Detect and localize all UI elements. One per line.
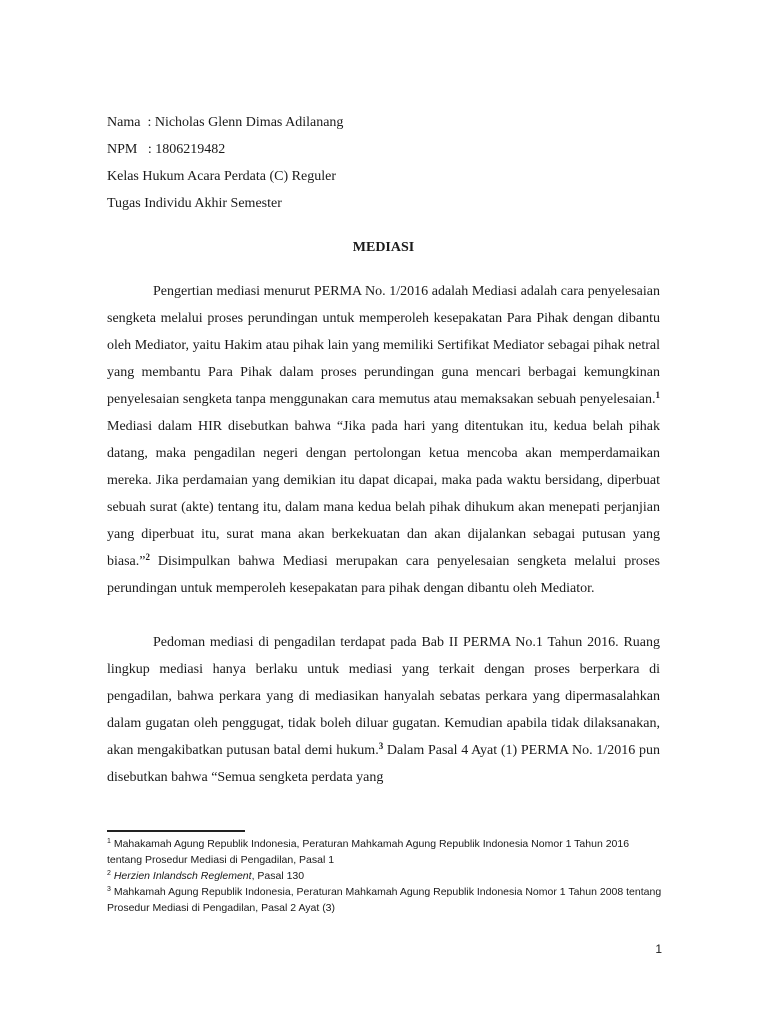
footnote-3: [107, 884, 663, 916]
footnote-text: , Pasal 130: [251, 870, 305, 882]
paragraph-1-part-1: Pengertian mediasi menurut PERMA No. 1/2016 adalah Mediasi adalah cara penyelesaian sengketa melalui proses perundingan untuk memperoleh kesepakatan Para Pihak dengan dibantu oleh Mediator, yaitu Hakim atau pihak lain yang memiliki Sertifikat Mediator sebagai pihak netral yang membantu Para Pihak dalam proses perundingan guna mencari berbagai kemungkinan penyelesaian sengketa tanpa menggunakan cara memutus atau memaksakan sebuah penyelesaian.: [107, 284, 660, 407]
document-title: MEDIASI: [352, 240, 415, 255]
footnote-ref-2[interactable]: 2: [145, 552, 150, 562]
footnote-ref-1[interactable]: 1: [655, 390, 660, 400]
footnote-ref-3[interactable]: 3: [378, 741, 384, 751]
paragraph-2-part-2: Dalam Pasal 4 Ayat (1) PERMA No. 1/2016 pun disebutkan bahwa “Semua sengketa perdata yang: [107, 743, 661, 785]
footnote-separator: [107, 830, 245, 832]
name-value: Nicholas Glenn Dimas Adilanang: [154, 115, 344, 130]
class-line: Kelas Hukum Acara Perdata (C) Reguler: [107, 169, 336, 184]
footnote-text: Mahkamah Agung Republik Indonesia, Peraturan Mahkamah Agung Republik Indonesia Nomor 1 Tahun 2008 tentang Prosedur Mediasi di Pengadilan, Pasal 2 Ayat (3): [107, 886, 662, 914]
paragraph-1-part-3: Disimpulkan bahwa Mediasi merupakan cara penyelesaian sengketa melalui proses perundingan untuk memperoleh kesepakatan para pihak dengan dibantu oleh Mediator.: [107, 554, 660, 596]
footnote-2: [107, 868, 663, 884]
paragraph-1: [107, 278, 660, 602]
footnote-italic-title: Herzien Inlandsch Reglement: [110, 870, 252, 882]
footnotes: [107, 836, 663, 916]
name-label: Nama: [107, 115, 141, 130]
name-separator: :: [140, 115, 155, 130]
npm-separator: :: [137, 142, 156, 157]
document-page: [107, 109, 660, 791]
npm-line: [107, 136, 660, 163]
npm-value: 1806219482: [155, 142, 226, 157]
page-number: 1: [655, 942, 662, 956]
npm-label: NPM: [107, 142, 138, 157]
footnote-number: 2: [107, 870, 111, 877]
paragraph-1-part-2: Mediasi dalam HIR disebutkan bahwa “Jika pada hari yang ditentukan itu, kedua belah pihak datang, maka pengadilan negeri dengan pertolongan ketua mencoba akan memperdamaikan mereka. Jika perdamaian yang demikian itu dapat dicapai, maka pada waktu bersidang, diperbuat sebuah surat (akte) tentang itu, dalam mana kedua belah pihak dihukum akan menepati perjanjian yang diperbuat itu, surat mana akan berkekuatan dan akan dijalankan sebagai putusan yang biasa.”: [107, 419, 660, 569]
name-line: [107, 109, 660, 136]
footnote-1: [107, 836, 663, 868]
footnote-text: Mahakamah Agung Republik Indonesia, Peraturan Mahkamah Agung Republik Indonesia Nomor 1 Tahun 2016 tentang Prosedur Mediasi di Pengadilan, Pasal 1: [107, 838, 630, 866]
paragraph-2: [107, 629, 660, 791]
paragraph-2-part-1: Pedoman mediasi di pengadilan terdapat pada Bab II PERMA No.1 Tahun 2016. Ruang lingkup mediasi hanya berlaku untuk mediasi yang terkait dengan proses berperkara di pengadilan, bahwa perkara yang di mediasikan hanyalah sebatas perkara yang dipermasalahkan dalam gugatan oleh penggugat, tidak boleh diluar gugatan. Kemudian apabila tidak dilaksanakan, akan mengakibatkan putusan batal demi hukum.: [107, 635, 660, 758]
footnote-number: 1: [107, 838, 111, 845]
assignment-line: Tugas Individu Akhir Semester: [107, 196, 282, 211]
footnote-number: 3: [107, 886, 111, 893]
